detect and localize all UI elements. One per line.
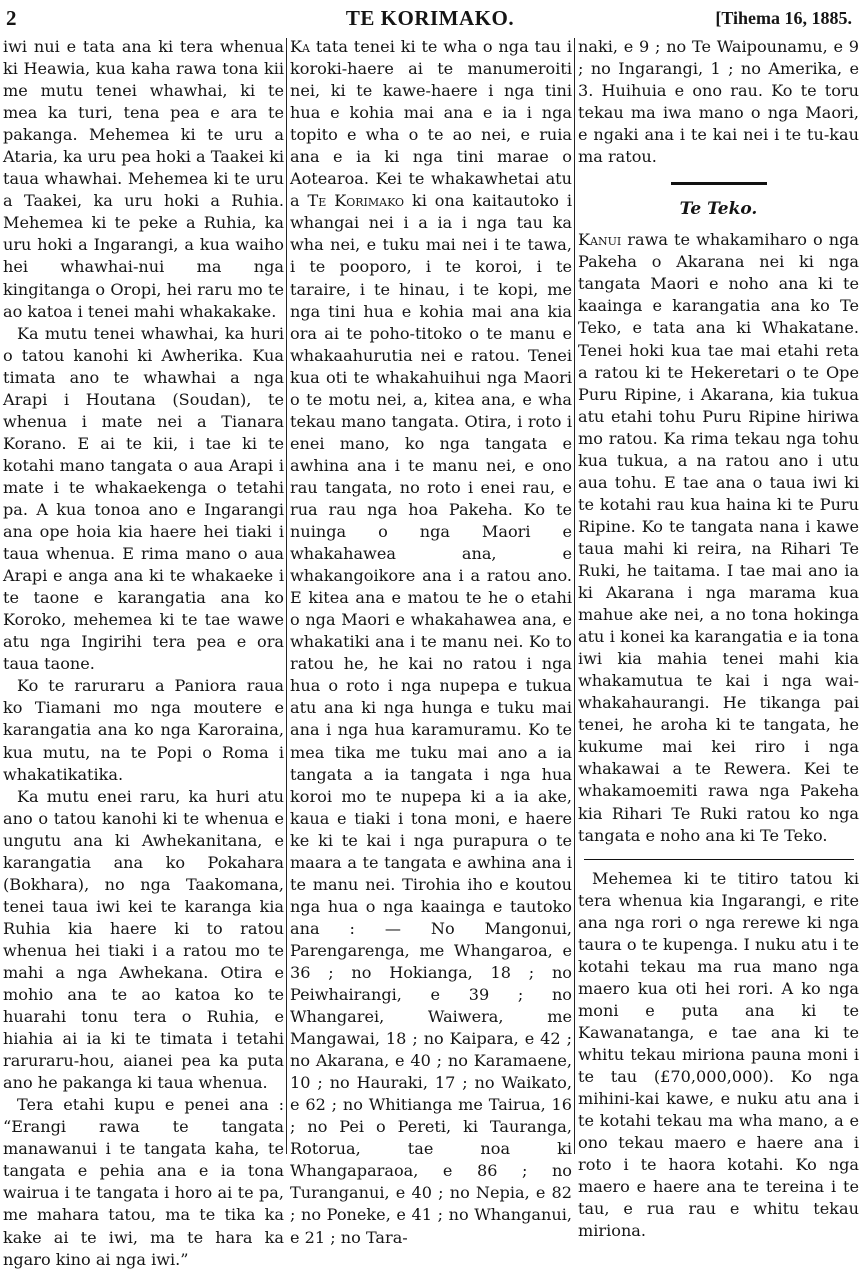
article-paragraph: naki, e 9 ; no Te Waipounamu, e 9 ; no Ingarangi, 1 ; no Amerika, e 3. Huihuia e ono rau. Ko te toru tekau ma iwa mano o nga Maori, e ngaki ana i te kai nei i te tu-kau ma ratou. xyxy=(578,37,859,167)
section-heading: Te Teko. xyxy=(679,199,758,220)
editorial-text: tata tenei ki te wha o nga tau i koroki-haere ai te manumeroiti nei, ki te kawe-haere i nga tini hua e kohia mai ana e ia i nga topito e wha o te ao nei, e ruia ana e ia ki nga tini marae o Aotearoa. Kei te whakawhetai atu a xyxy=(290,37,572,211)
page-number: 2 xyxy=(6,6,17,30)
column-divider xyxy=(286,38,287,1154)
article-paragraph: Tera etahi kupu e penei ana : “Erangi rawa te tangata manawanui i te tangata kaha, te tangata e pehia ana e ia tona wairua i te tangata i horo ai te pa, me mahara tatou, ma te tika ka kake ai te iwi, ma te hara ka ngaro kino ai nga iwi.” xyxy=(3,1095,284,1269)
lead-word: Ka xyxy=(290,37,310,56)
article-paragraph: iwi nui e tata ana ki tera whenua ki Heawia, kua kaha rawa tona kii me mutu tenei whawhai, ki te mea ka turi, tena pea e ara te pakanga. Mehemea ki te uru a Ataria, ka uru pea hoki a Taakei ki taua whawhai. Mehemea ki te uru a Taakei, ka uru hoki a Ruhia. Mehemea ki te peke a Ruhia, ka uru hoki a Ingarangi, a kua waiho hei whawhai-nui ma nga kingitanga o Oropi, hei raru mo te ao katoa i tenei mahi whakakake. xyxy=(3,37,284,321)
newspaper-name: Te Korimako xyxy=(307,191,405,211)
editorial-text: ki ona kaitautoko i whangai nei i a ia i nga tau ka wha nei, e tuku mai nei i te tawa, i te pooporo, i te koroi, i te taraire, i te hinau, i te kopi, me nga tini hua e kohia mai ana kia ora ai te poho-titoko o te manu e whakaahurutia nei e ratou. Tenei kua oti te whakahuihui nga Maori o te motu nei, a, kitea ana, e wha tekau mano tangata. Otira, i roto i enei mano, ko nga tangata e awhina ana i te manu nei, e ono rau tangata, no roto i enei rau, e rua rau nga hoa Pakeha. Ko te nuinga o nga Maori e whakahawea ana, e whakangoikore ana i a ratou ano. E kitea ana e matou te he o etahi o nga Maori e whakahawea ana, e whakatiki ana i te manu nei. Ko to ratou he, he kai no ratou i nga hua o roto i nga nupepa e tukua atu ana ki nga hunga e tuku mai ana i nga hua karamuramu. Ko te mea tika me tuku mai ano a ia tangata a ia tangata i nga hua koroi mo te nupepa ki a ia ake, kaua e tiaki i tona moni, e haere ke ki te kai i nga purapura o te maara a te tangata e awhina ana i te manu nei. Tirohia iho e koutou nga hua o nga kaainga e tautoko ana : — No Mangonui, Parengarenga, me Whangaroa, e 36 ; no Hokianga, 18 ; no Peiwhairangi, e 39 ; no Whangarei, Waiwera, me Mangawai, 18 ; no Kaipara, e 42 ; no Akarana, e 40 ; no Karamaene, 10 ; no Hauraki, 17 ; no Waikato, e 62 ; no Whitianga me Tairua, 16 ; no Pei o Pereti, ki Tauranga, Rotorua, tae noa ki Whangaparaoa, e 86 ; no Turanganui, e 40 ; no Nepia, e 82 ; no Poneke, e 41 ; no Whanganui, e 21 ; no Tara- xyxy=(290,191,572,1247)
newspaper-title: TE KORIMAKO. xyxy=(345,6,515,30)
page-header xyxy=(0,0,860,36)
section-rule xyxy=(671,182,767,185)
column-1 xyxy=(3,36,284,1269)
article-text: rawa te whakamiharo o nga Pakeha o Akarana nei ki nga tangata Maori e noho ana ki te kaainga e karangatia ana ko Te Teko, e tata ana ki Whakatane. Tenei hoki kua tae mai etahi reta a ratou ki te Hekeretari o te Ope Puru Ripine, i Akarana, kia tukua atu etahi tohu Puru Ripine hiriwa mo ratou. Ka rima tekau nga tohu kua tukua, a na ratou ano i utu aua tohu. E tae ana o taua iwi ki te kotahi rau kua haina ki te Puru Ripine. Ko te tangata nana i kawe taua mahi ki reira, na Rihari Te Ruki, he taitama. I tae mai ano ia ki Akarana i nga marama kua mahue ake nei, a no tona hokinga atu i konei ka karangatia e ia tona iwi kia mahia tenei mahi kia whakamutua te kai i nga wai-whakahaurangi. He tikanga pai tenei, he aroha ki te tangata, he kukume mai kei riro i nga whakawai a te Rewera. Kei te whakamoemiti rawa nga Pakeha kia Rihari Te Ruki ratou ko nga tangata e noho ana ki Te Teko. xyxy=(578,230,859,845)
article-paragraph xyxy=(578,229,859,846)
article-paragraph: Ko te raruraru a Paniora raua ko Tiamani mo nga moutere e karangatia ana ko nga Karoraina, kua mutu, na te Popi o Roma i whakatikatika. xyxy=(3,676,284,784)
lead-word: Kanui xyxy=(578,230,622,250)
column-3 xyxy=(578,36,859,1241)
column-2 xyxy=(290,36,572,1247)
article-paragraph: Mehemea ki te titiro tatou ki tera whenua kia Ingarangi, e rite ana nga rori o nga rerewe ki nga taura o te kupenga. I nuku atu i te kotahi tekau ma rua mano nga maero kua oti hei rori. A ko nga moni e puta ana ki te Kawanatanga, e tae ana ki te whitu tekau miriona pauna moni i te tau (£70,000,000). Ko nga mihini-kai kawe, e nuku atu ana i te kotahi tekau ma wha mano, a e ono tekau maero e haere ana i roto i te haora kotahi. Ko nga maero e haere ana te tereina i te tau, e rua rau e whitu tekau miriona. xyxy=(578,868,859,1241)
article-paragraph: Ka mutu enei raru, ka huri atu ano o tatou kanohi ki te whenua e ungutu ana ki Awhekanitana, e karangatia ana ko Pokahara (Bokhara), no nga Taakomana, tenei taua iwi kei te karanga kia Ruhia kia haere ki to ratou whenua hei tiaki i a ratou mo te mahi a nga Awhekana. Otira e mohio ana te ao katoa ko te huarahi tonu tera o Ruhia, e hiahia ai ia ki te timata i tetahi raruraru-hou, aianei pea ka puta ano he pakanga ki taua whenua. xyxy=(3,786,284,1093)
column-divider xyxy=(574,38,575,1154)
article-paragraph: Ka mutu tenei whawhai, ka huri o tatou kanohi ki Awherika. Kua timata ano te whawhai a nga Arapi i Houtana (Soudan), te whenua i mate nei a Tianara Korano. E ai te kii, i tae ki te kotahi mano tangata o aua Arapi i mate i te whakaekenga o tetahi pa. A kua tonoa ano e Ingarangi ana ope hoia kia haere hei tiaki i taua whenua. E rima mano o aua Arapi e anga ana ki te whakaeke i te taone e karangatia ana ko Koroko, mehemea ki te tae wawe atu nga Ingirihi tera pea e ora taua taone. xyxy=(3,323,284,674)
editorial-paragraph xyxy=(290,36,572,1249)
section-rule xyxy=(584,859,854,860)
issue-date: [Tihema 16, 1885. xyxy=(715,8,852,28)
